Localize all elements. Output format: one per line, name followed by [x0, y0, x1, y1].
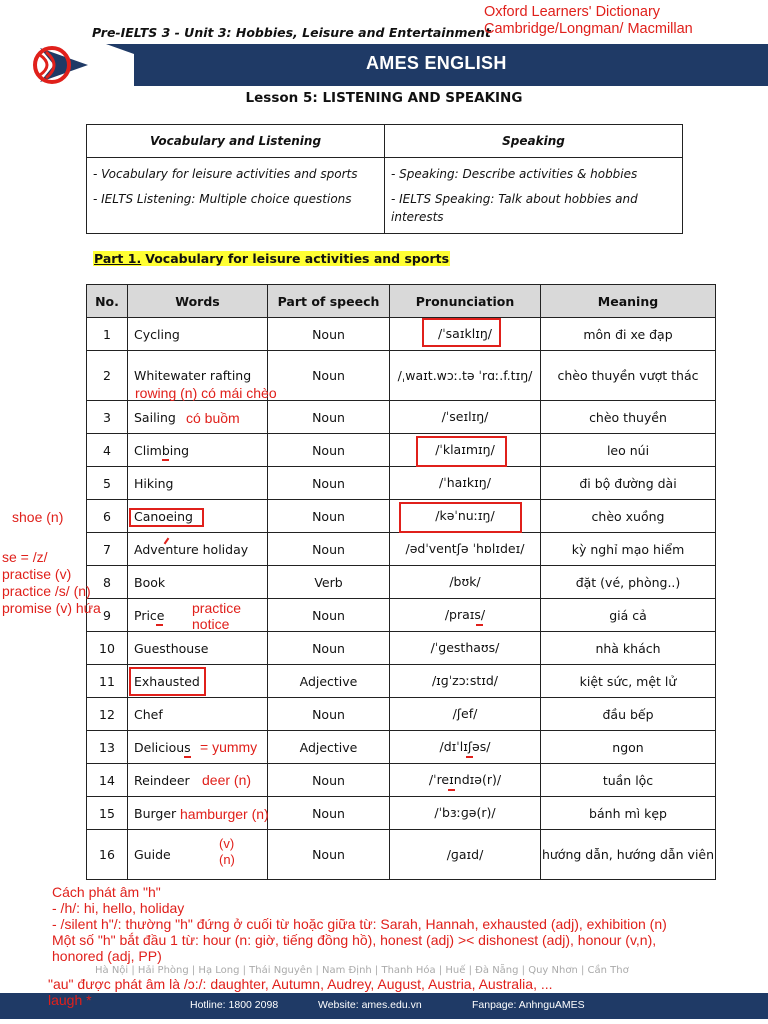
cell-pos: Adjective: [268, 665, 390, 698]
burger-note: hamburger (n): [180, 806, 269, 822]
cell-no: 14: [87, 764, 128, 797]
guide-note: [219, 836, 235, 868]
vocab-row: [87, 318, 716, 351]
underline-mark: [466, 756, 473, 758]
footer-hotline: Hotline: 1800 2098: [190, 999, 279, 1011]
cell-pos: Noun: [268, 467, 390, 500]
cell-meaning: kỳ nghỉ mạo hiểm: [541, 533, 716, 566]
vocab-row: [87, 533, 716, 566]
part-heading: [93, 251, 450, 266]
cell-pron: /ˈɡesthaʊs/: [390, 632, 541, 665]
vocab-row: [87, 434, 716, 467]
cell-pos: Noun: [268, 401, 390, 434]
vocab-row: [87, 566, 716, 599]
col-header: No.: [87, 285, 128, 318]
cell-word: Price: [128, 599, 268, 632]
cell-pos: Noun: [268, 830, 390, 880]
cell-no: 2: [87, 351, 128, 401]
note-line: - /silent h"/: thường "h" đứng ở cuối từ hoặc giữa từ: Sarah, Hannah, exhausted (adj), exhibition (n): [52, 916, 667, 932]
underline-mark: [184, 756, 191, 758]
vocab-row: [87, 467, 716, 500]
cell-word: Whitewater rafting: [128, 351, 268, 401]
highlight-box: [399, 502, 522, 533]
lesson-title: Lesson 5: LISTENING AND SPEAKING: [245, 90, 523, 106]
cell-no: 7: [87, 533, 128, 566]
cell-no: 3: [87, 401, 128, 434]
se-note: [2, 549, 101, 617]
brand-banner: [0, 44, 768, 86]
cell-pos: Noun: [268, 698, 390, 731]
highlight-box: [129, 508, 204, 527]
cell-no: 11: [87, 665, 128, 698]
cell-meaning: giá cả: [541, 599, 716, 632]
cell-no: 16: [87, 830, 128, 880]
cell-pron: /ˈsaɪklɪŋ/: [390, 318, 541, 351]
underline-mark: [156, 624, 163, 626]
cell-word: Cycling: [128, 318, 268, 351]
cell-word: Delicious: [128, 731, 268, 764]
cell-pos: Noun: [268, 318, 390, 351]
shoe-note: shoe (n): [12, 509, 64, 525]
overview-item: - Vocabulary for leisure activities and sports: [93, 167, 358, 181]
cell-pos: Noun: [268, 599, 390, 632]
cell-word: Canoeing: [128, 500, 268, 533]
cell-meaning: môn đi xe đạp: [541, 318, 716, 351]
cell-word: Guide: [128, 830, 268, 880]
cell-meaning: chèo thuyền: [541, 401, 716, 434]
note-line: Một số "h" bắt đầu 1 từ: hour (n: giờ, tiếng đồng hồ), honest (adj) >< dishonest (adj), honour (v,n),: [52, 932, 657, 948]
cell-pron: /ɡaɪd/: [390, 830, 541, 880]
cell-word: Hiking: [128, 467, 268, 500]
cell-meaning: đặt (vé, phòng..): [541, 566, 716, 599]
cell-pos: Noun: [268, 434, 390, 467]
cell-no: 15: [87, 797, 128, 830]
highlight-box: [422, 318, 501, 347]
underline-mark: [476, 624, 483, 626]
footer-website: Website: ames.edu.vn: [318, 999, 422, 1011]
pronunciation-notes: [52, 884, 768, 964]
underline-mark: [448, 789, 455, 791]
vocab-row: [87, 830, 716, 880]
overview-vocab-cell: [87, 158, 385, 234]
col-header: Pronunciation: [390, 285, 541, 318]
se-note-line: se = /z/: [2, 549, 48, 565]
cell-meaning: đi bộ đường dài: [541, 467, 716, 500]
cell-word: Burger: [128, 797, 268, 830]
cell-word: Adventure holiday: [128, 533, 268, 566]
cell-pos: Noun: [268, 351, 390, 401]
price-note-line: notice: [192, 616, 230, 632]
cell-meaning: đầu bếp: [541, 698, 716, 731]
delicious-note: = yummy: [200, 739, 258, 755]
overview-item: - Speaking: Describe activities & hobbies: [391, 167, 638, 181]
reindeer-note: deer (n): [202, 772, 252, 788]
ames-logo-icon: [10, 40, 110, 90]
col-header: Part of speech: [268, 285, 390, 318]
cell-no: 4: [87, 434, 128, 467]
cell-pron: /ɪɡˈzɔːstɪd/: [390, 665, 541, 698]
cell-pos: Noun: [268, 533, 390, 566]
cell-pos: Verb: [268, 566, 390, 599]
cell-meaning: leo núi: [541, 434, 716, 467]
price-note-line: practice: [192, 600, 242, 616]
part-title: Vocabulary for leisure activities and sports: [145, 251, 450, 266]
overview-table: [86, 124, 683, 234]
cell-meaning: nhà khách: [541, 632, 716, 665]
cell-pron: /kəˈnuːɪŋ/: [390, 500, 541, 533]
cell-no: 12: [87, 698, 128, 731]
cell-word: Book: [128, 566, 268, 599]
cell-pos: Noun: [268, 632, 390, 665]
cell-pron: /ˌwaɪt.wɔː.tə ˈrɑː.f.tɪŋ/: [390, 351, 541, 401]
sailing-note: có buồm: [186, 410, 240, 426]
laugh-note: laugh *: [48, 992, 92, 1008]
cell-pron: /ədˈventʃə ˈhɒlɪdeɪ/: [390, 533, 541, 566]
cell-pron: /dɪˈlɪʃəs/: [390, 731, 541, 764]
vocab-table: [86, 284, 716, 880]
cell-no: 5: [87, 467, 128, 500]
cell-word: Reindeer: [128, 764, 268, 797]
cell-meaning: tuần lộc: [541, 764, 716, 797]
overview-speaking-cell: [385, 158, 683, 234]
vocab-row: [87, 632, 716, 665]
overview-header-vocab: Vocabulary and Listening: [87, 125, 385, 158]
note-line: Cách phát âm "h": [52, 884, 161, 900]
cell-no: 1: [87, 318, 128, 351]
cell-word: Sailing: [128, 401, 268, 434]
cell-word: Exhausted: [128, 665, 268, 698]
part-label: Part 1.: [94, 251, 142, 266]
cell-meaning: bánh mì kẹp: [541, 797, 716, 830]
cell-pos: Noun: [268, 797, 390, 830]
price-note: [192, 600, 241, 632]
cell-pron: /ˈhaɪkɪŋ/: [390, 467, 541, 500]
vocab-row: [87, 698, 716, 731]
col-header: Meaning: [541, 285, 716, 318]
city-list: Hà Nội | Hải Phòng | Hạ Long | Thái Nguyên | Nam Định | Thanh Hóa | Huế | Đà Nẵng | Quy Nhơn | Cần Thơ: [95, 965, 629, 976]
cell-pron: /bʊk/: [390, 566, 541, 599]
cell-word: Climbing: [128, 434, 268, 467]
course-title: Pre-IELTS 3 - Unit 3: Hobbies, Leisure and Entertainment: [92, 25, 491, 40]
cell-pron: /praɪs/: [390, 599, 541, 632]
vocab-row: [87, 731, 716, 764]
au-note-line: "au" được phát âm là /ɔ:/: daughter, Autumn, Audrey, August, Austria, Australia, ...: [48, 976, 553, 992]
cell-no: 8: [87, 566, 128, 599]
cell-word: Chef: [128, 698, 268, 731]
vocab-row: [87, 764, 716, 797]
cell-pos: Noun: [268, 500, 390, 533]
cell-meaning: chèo thuyền vượt thác: [541, 351, 716, 401]
underline-mark: [162, 459, 169, 461]
vocab-row: [87, 401, 716, 434]
note-line: honored (adj, PP): [52, 948, 162, 964]
overview-item: - IELTS Speaking: Talk about hobbies and interests: [391, 192, 638, 224]
cell-pos: Adjective: [268, 731, 390, 764]
dictionary-note-line1: Oxford Learners' Dictionary: [484, 4, 661, 20]
cell-pron: /ˈseɪlɪŋ/: [390, 401, 541, 434]
cell-pos: Noun: [268, 764, 390, 797]
se-note-line: promise (v) hứa: [2, 600, 101, 616]
highlight-box: [129, 667, 206, 696]
cell-word: Guesthouse: [128, 632, 268, 665]
cell-no: 9: [87, 599, 128, 632]
footer-fanpage: Fanpage: AnhnguAMES: [472, 999, 585, 1011]
guide-note-line: (n): [219, 852, 235, 867]
cell-pron: /ˈbɜːɡə(r)/: [390, 797, 541, 830]
highlight-box: [416, 436, 507, 467]
vocab-row: [87, 599, 716, 632]
cell-no: 10: [87, 632, 128, 665]
overview-header-speaking: Speaking: [385, 125, 683, 158]
overview-item: - IELTS Listening: Multiple choice questions: [93, 192, 352, 206]
cell-meaning: chèo xuồng: [541, 500, 716, 533]
se-note-line: practice /s/ (n): [2, 583, 91, 599]
cell-pron: /ʃef/: [390, 698, 541, 731]
guide-note-line: (v): [219, 836, 235, 851]
col-header: Words: [128, 285, 268, 318]
rowing-note: rowing (n) có mái chèo: [135, 385, 277, 401]
se-note-line: practise (v): [2, 566, 72, 582]
note-line: - /h/: hi, hello, holiday: [52, 900, 185, 916]
cell-meaning: hướng dẫn, hướng dẫn viên: [541, 830, 716, 880]
brand-name: AMES ENGLISH: [366, 53, 507, 73]
dictionary-note-line2: Cambridge/Longman/ Macmillan: [484, 21, 693, 37]
cell-pron: /ˈreɪndɪə(r)/: [390, 764, 541, 797]
cell-meaning: kiệt sức, mệt lử: [541, 665, 716, 698]
cell-meaning: ngon: [541, 731, 716, 764]
cell-pron: /ˈklaɪmɪŋ/: [390, 434, 541, 467]
cell-no: 13: [87, 731, 128, 764]
cell-no: 6: [87, 500, 128, 533]
au-note: [48, 976, 553, 1008]
dictionary-note: [484, 4, 693, 38]
